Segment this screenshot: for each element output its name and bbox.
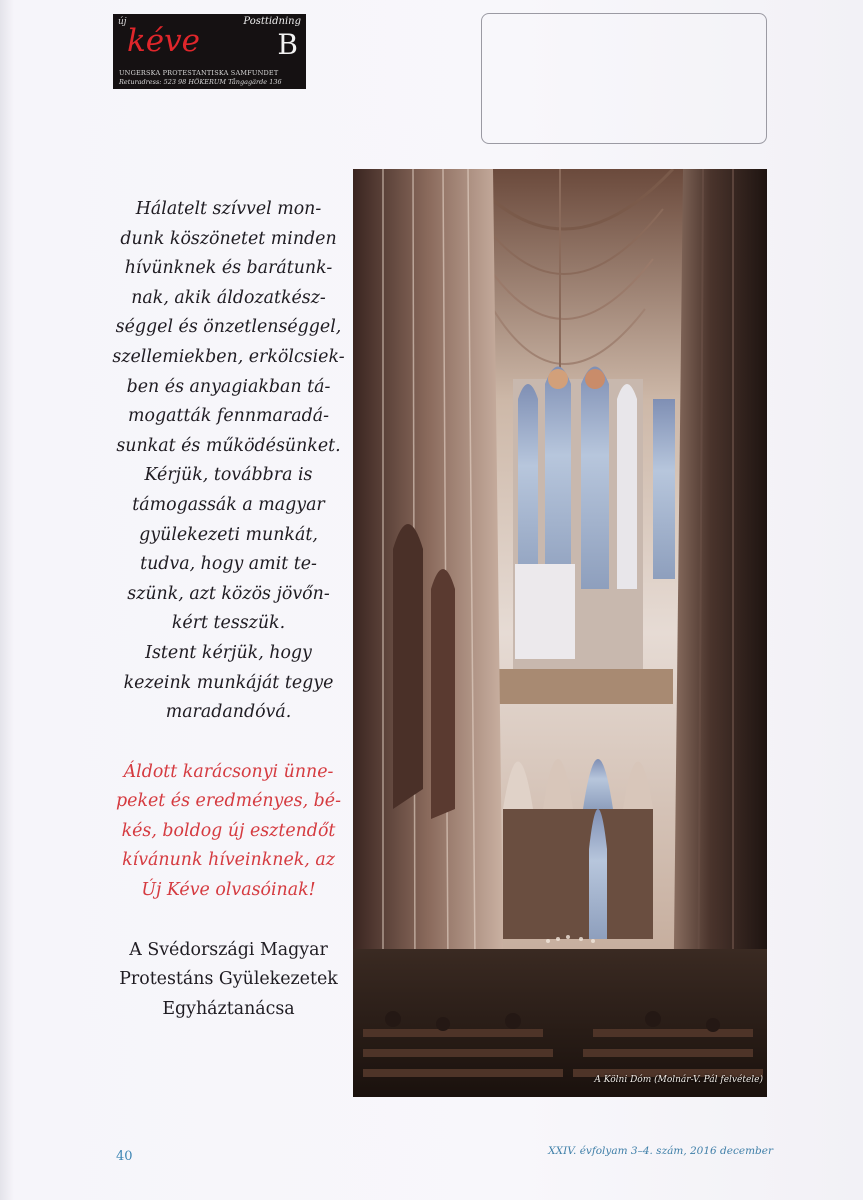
greeting-line: Áldott karácsonyi ünne- [123, 761, 334, 782]
postmark-class: B [277, 28, 298, 61]
greeting-line: Új Kéve olvasóinak! [141, 880, 316, 901]
message-line: szellemiekben, erkölcsiek- [112, 346, 345, 367]
message-line: sunkat és működésünket. [116, 435, 341, 456]
signature-line: Egyháztanácsa [162, 998, 295, 1019]
message-line: nak, akik áldozatkész- [131, 287, 326, 308]
greeting-line: kés, boldog új esztendőt [121, 820, 336, 841]
message-line: hívünknek és barátunk- [124, 258, 333, 279]
message-line: kért tesszük. [171, 613, 286, 634]
address-label-box [481, 13, 767, 144]
logo-organization: UNGERSKA PROTESTANTISKA SAMFUNDET [119, 69, 279, 77]
message-line: mogatták fennmaradá- [128, 406, 329, 427]
logo-title: kéve [127, 23, 200, 59]
signature-line: Protestáns Gyülekezetek [119, 969, 338, 990]
message-line: séggel és önzetlenséggel, [115, 317, 342, 338]
photo-caption: A Kölni Dóm (Molnár-V. Pál felvétele) [594, 1075, 763, 1085]
message-line: dunk köszönetet minden [120, 228, 337, 249]
issue-info: XXIV. évfolyam 3–4. szám, 2016 december [548, 1145, 773, 1157]
uj-keve-logo [113, 14, 306, 89]
logo-return-address: Returadress: 523 98 HÖKERUM Tångagärde 136 [119, 78, 282, 86]
message-line: Istent kérjük, hogy [145, 642, 312, 663]
page-number: 40 [116, 1149, 133, 1164]
greeting-line: kívánunk híveinknek, az [122, 850, 335, 871]
cathedral-photo [353, 169, 767, 1097]
greeting-line: peket és eredményes, bé- [116, 791, 341, 812]
message-line: tudva, hogy amit te- [140, 554, 317, 575]
thanks-message [96, 195, 361, 1024]
message-line: Hálatelt szívvel mon- [135, 199, 322, 219]
logo-prefix: új [118, 17, 127, 27]
message-line: szünk, azt közös jövőn- [127, 583, 330, 604]
message-line: maradandóvá. [165, 702, 292, 723]
message-line: Kérjük, továbbra is [144, 465, 313, 486]
cathedral-interior-illustration [353, 169, 767, 1097]
message-line: támogassák a magyar [132, 494, 325, 515]
signature-line: A Svédországi Magyar [129, 939, 328, 960]
message-line: kezeink munkáját tegye [123, 672, 334, 693]
message-line: ben és anyagiakban tá- [126, 376, 331, 397]
message-line: gyülekezeti munkát, [139, 524, 318, 545]
postmark-label: Posttidning [243, 16, 301, 27]
